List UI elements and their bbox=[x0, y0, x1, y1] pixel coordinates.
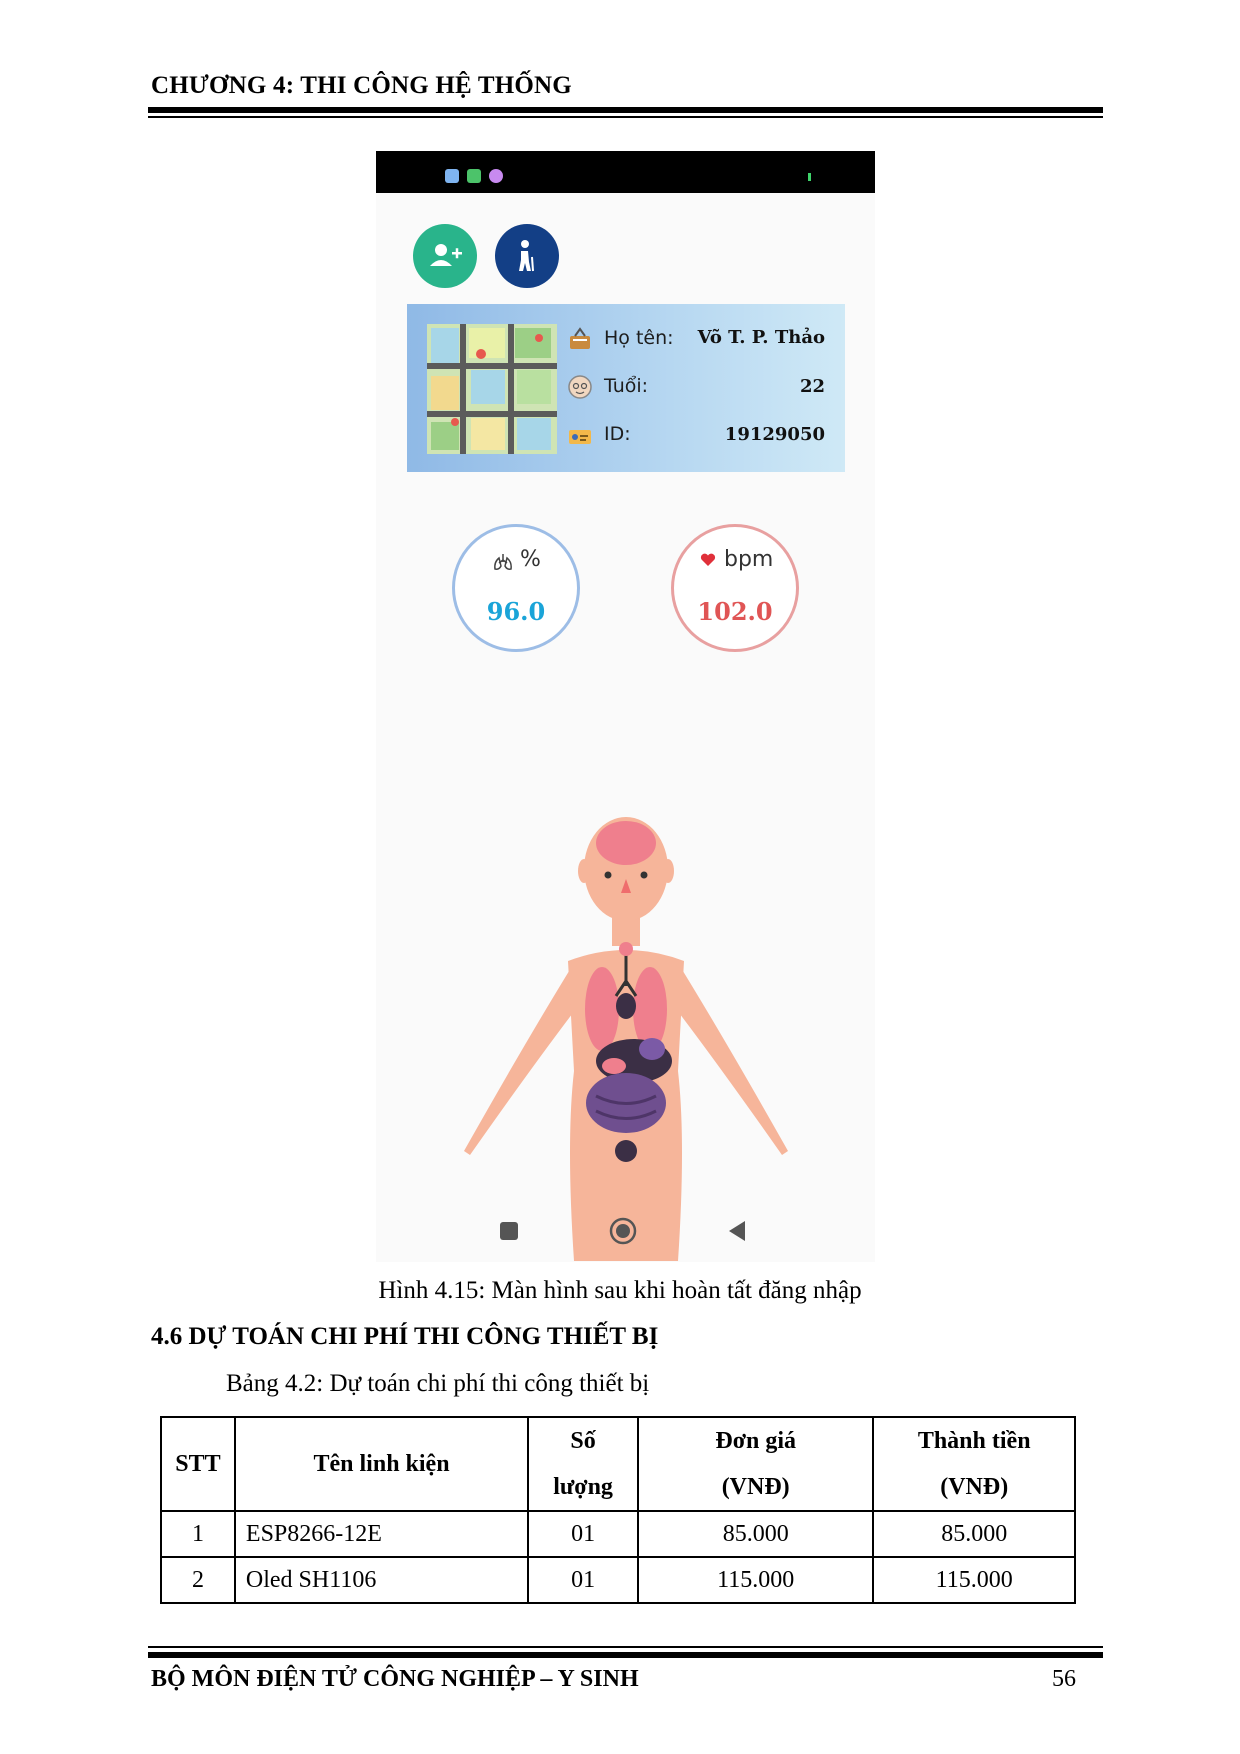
age-value: 22 bbox=[799, 376, 825, 397]
footer-rule bbox=[148, 1652, 1103, 1658]
id-card-icon bbox=[567, 422, 593, 448]
heart-rate-gauge bbox=[671, 524, 799, 652]
table-header-row bbox=[161, 1417, 1075, 1511]
elderly-face-icon bbox=[567, 374, 593, 400]
cell-quantity: 01 bbox=[528, 1511, 638, 1557]
header-unit-price-line1: Đơn giá bbox=[715, 1428, 796, 1454]
cell-stt: 1 bbox=[161, 1511, 235, 1557]
zalo-icon bbox=[445, 169, 459, 183]
age-label: Tuổi: bbox=[604, 375, 649, 397]
heart-icon bbox=[700, 553, 716, 567]
header-unit-price-line2: (VNĐ) bbox=[721, 1474, 790, 1500]
map-thumbnail bbox=[427, 324, 557, 454]
header-unit-price bbox=[638, 1417, 873, 1511]
cell-total: 85.000 bbox=[873, 1511, 1075, 1557]
add-user-button[interactable] bbox=[413, 224, 477, 288]
cell-quantity: 01 bbox=[528, 1557, 638, 1603]
spo2-value: 96.0 bbox=[486, 597, 546, 626]
id-value: 19129050 bbox=[724, 424, 825, 445]
header-total-line1: Thành tiền bbox=[917, 1428, 1031, 1454]
spo2-gauge bbox=[452, 524, 580, 652]
header-quantity bbox=[528, 1417, 638, 1511]
signal-icon bbox=[808, 173, 811, 181]
header-name: Tên linh kiện bbox=[235, 1417, 528, 1511]
header-total bbox=[873, 1417, 1075, 1511]
phone-screenshot bbox=[376, 151, 875, 1262]
cell-stt: 2 bbox=[161, 1557, 235, 1603]
cell-name: ESP8266-12E bbox=[235, 1511, 528, 1557]
back-icon[interactable] bbox=[727, 1219, 747, 1243]
status-bar bbox=[376, 151, 875, 193]
page-number: 56 bbox=[1052, 1666, 1076, 1692]
footer-department: BỘ MÔN ĐIỆN TỬ CÔNG NGHIỆP – Y SINH bbox=[151, 1666, 639, 1692]
green-app-icon bbox=[467, 169, 481, 183]
cost-estimate-table bbox=[160, 1416, 1076, 1604]
cell-unit-price: 115.000 bbox=[638, 1557, 873, 1603]
lungs-icon bbox=[493, 552, 515, 572]
section-heading: 4.6 DỰ TOÁN CHI PHÍ THI CÔNG THIẾT BỊ bbox=[151, 1323, 659, 1350]
header-rule bbox=[148, 107, 1103, 113]
figure-caption: Hình 4.15: Màn hình sau khi hoàn tất đăng nhập bbox=[378, 1277, 862, 1304]
name-label: Họ tên: bbox=[604, 327, 674, 349]
chapter-title: CHƯƠNG 4: THI CÔNG HỆ THỐNG bbox=[151, 72, 572, 99]
table-row bbox=[161, 1511, 1075, 1557]
name-tag-icon bbox=[567, 326, 593, 352]
header-rule-thin bbox=[148, 116, 1103, 118]
human-anatomy-illustration bbox=[456, 811, 796, 1261]
heart-rate-value: 102.0 bbox=[697, 597, 773, 626]
cell-name: Oled SH1106 bbox=[235, 1557, 528, 1603]
table-row bbox=[161, 1557, 1075, 1603]
header-total-line2: (VNĐ) bbox=[940, 1474, 1009, 1500]
name-value: Võ T. P. Thảo bbox=[697, 327, 825, 348]
table-caption: Bảng 4.2: Dự toán chi phí thi công thiết bị bbox=[226, 1370, 650, 1397]
navigation-bar bbox=[376, 1202, 875, 1262]
spo2-unit: % bbox=[520, 547, 541, 572]
heart-rate-unit: bpm bbox=[724, 547, 774, 572]
profile-card[interactable] bbox=[407, 304, 845, 472]
home-icon[interactable] bbox=[609, 1217, 637, 1245]
header-quantity-line2: lượng bbox=[553, 1474, 613, 1500]
header-stt: STT bbox=[161, 1417, 235, 1511]
footer-rule-thin bbox=[148, 1646, 1103, 1648]
cell-unit-price: 85.000 bbox=[638, 1511, 873, 1557]
messenger-icon bbox=[489, 169, 503, 183]
add-user-icon bbox=[413, 224, 477, 288]
cell-total: 115.000 bbox=[873, 1557, 1075, 1603]
recent-apps-icon[interactable] bbox=[500, 1222, 518, 1240]
elderly-person-icon bbox=[495, 224, 559, 288]
elderly-mode-button[interactable] bbox=[495, 224, 559, 288]
header-quantity-line1: Số bbox=[570, 1428, 596, 1454]
id-label: ID: bbox=[604, 423, 631, 445]
